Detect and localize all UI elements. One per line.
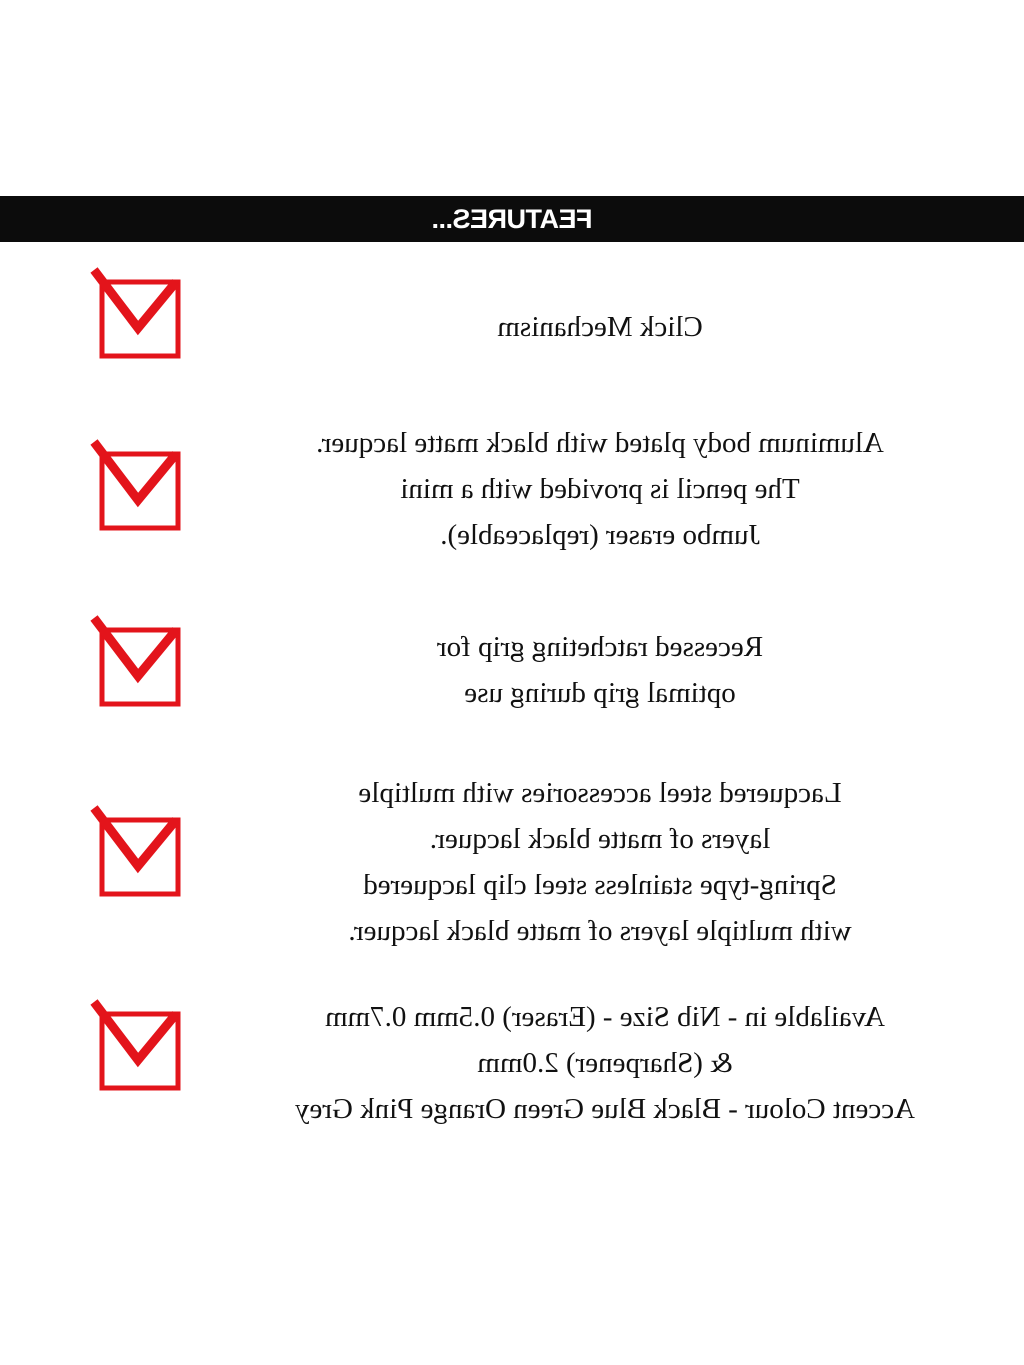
feature-line: Available in - Nib Size - (Eraser) 0.5mm 0.7mm — [325, 1001, 885, 1033]
feature-text-4 — [200, 770, 1000, 954]
checkbox-checked-icon — [88, 610, 184, 710]
feature-text-3 — [200, 624, 1000, 716]
checkbox-checked-icon — [88, 800, 184, 900]
feature-line: Jumbo eraser (replaceable). — [440, 519, 760, 551]
feature-text-5 — [190, 994, 1020, 1132]
checkbox-checked-icon — [88, 262, 184, 362]
feature-text-2 — [200, 420, 1000, 558]
feature-line: layers of matte black lacquer. — [429, 823, 771, 855]
feature-line: & (Sharpener) 2.0mm — [477, 1047, 733, 1079]
features-title: FEATURES... — [431, 203, 593, 234]
feature-line: with multiple layers of matte black lacquer. — [348, 915, 852, 947]
feature-line: The pencil is provided with a mini — [400, 473, 800, 505]
feature-line: optimal grip during use — [464, 677, 736, 709]
feature-line: Click Mechanism — [497, 311, 703, 343]
feature-line: Aluminum body plated with black matte lacquer. — [316, 427, 884, 459]
feature-line: Accent Colour - Black Blue Green Orange Pink Grey — [294, 1093, 916, 1125]
feature-text-1 — [200, 304, 1000, 350]
feature-line: Spring-type stainless steel clip lacquered — [363, 869, 837, 901]
feature-line: Recessed ratcheting grip for — [436, 631, 764, 663]
checkbox-checked-icon — [88, 434, 184, 534]
checkbox-checked-icon — [88, 994, 184, 1094]
feature-line: Lacquered steel accessories with multiple — [358, 777, 842, 809]
features-header-bar — [0, 196, 1024, 242]
